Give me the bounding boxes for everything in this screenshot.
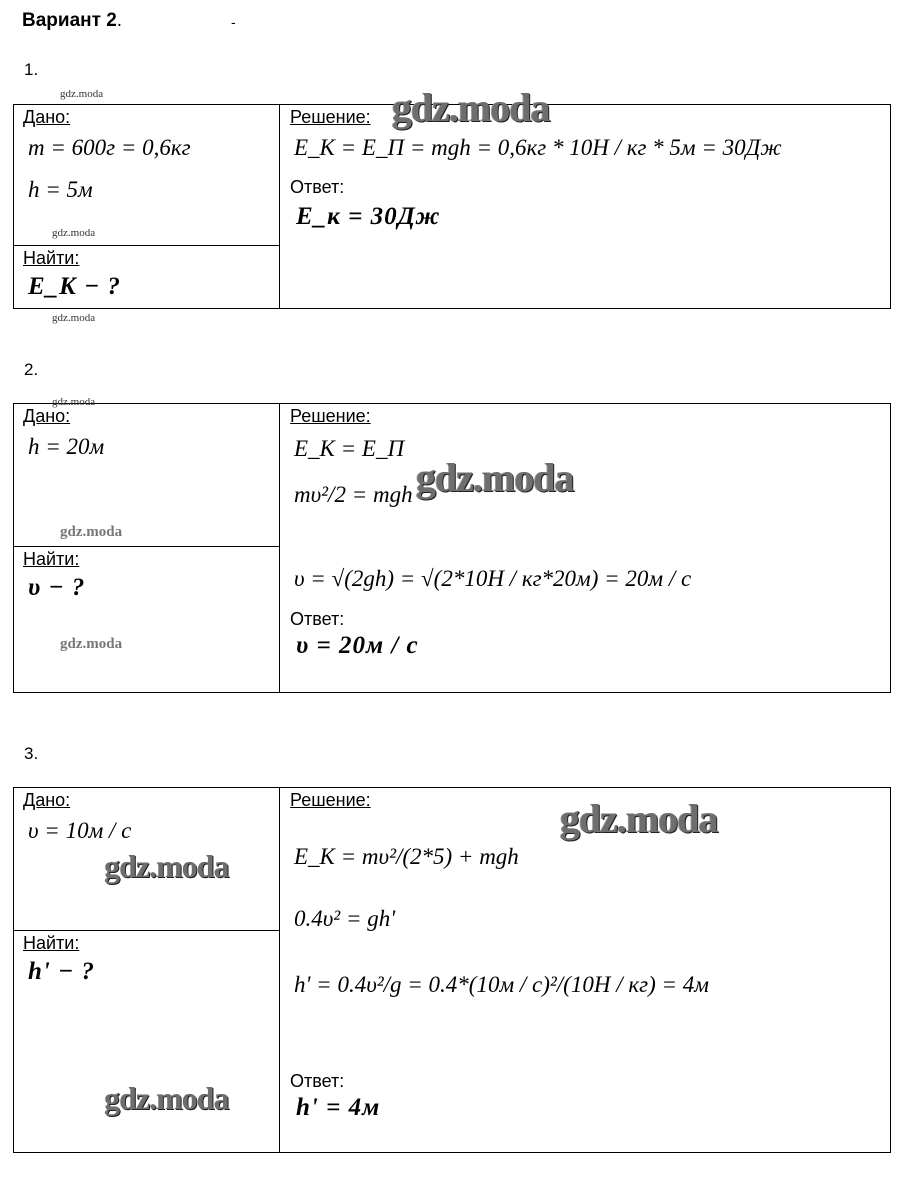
solution-line-2: 0.4υ² = gh' (294, 906, 396, 931)
watermark-small: gdz.moda (52, 396, 96, 408)
watermark-small: gdz.moda (60, 88, 104, 100)
given-height: h = 20м (28, 434, 105, 459)
solution-label: Решение: (290, 406, 371, 426)
find-label: Найти: (23, 549, 80, 569)
given-height: h = 5м (28, 177, 93, 202)
solution-line-1: E_K = E_П (294, 436, 405, 461)
given-velocity: υ = 10м / с (28, 818, 132, 843)
solution-line-3: h' = 0.4υ²/g = 0.4*(10м / с)²/(10Н / кг) = 4м (294, 972, 709, 997)
watermark-large: gdz.moda (392, 85, 550, 130)
solution-label: Решение: (290, 790, 371, 810)
solution-line: E_K = E_П = mgh = 0,6кг * 10Н / кг * 5м = 30Дж (294, 135, 782, 160)
given-mass: m = 600г = 0,6кг (28, 135, 191, 160)
find-value: υ − ? (28, 574, 86, 601)
watermark-small: gdz.moda (60, 524, 123, 540)
answer-label: Ответ: (290, 1071, 345, 1091)
find-label: Найти: (23, 933, 80, 953)
problem-2-number: 2. (24, 360, 39, 379)
watermark-large: gdz.moda (416, 455, 574, 500)
problem-1-table (13, 104, 891, 309)
problem-2-table (13, 403, 891, 693)
column-divider (279, 404, 280, 692)
answer-value: E_к = 30Дж (296, 203, 441, 230)
find-value: h' − ? (28, 958, 95, 985)
answer-value: υ = 20м / с (296, 632, 419, 659)
watermark-large: gdz.moda (560, 796, 718, 841)
problem-3-number: 3. (24, 744, 39, 763)
find-value: E_K − ? (28, 273, 121, 300)
stray-mark: - (231, 14, 236, 30)
page-title: Вариант 2. (22, 10, 123, 31)
watermark-medium: gdz.moda (104, 1080, 229, 1116)
answer-label: Ответ: (290, 177, 345, 197)
column-divider (279, 105, 280, 308)
answer-label: Ответ: (290, 609, 345, 629)
problem-1-number: 1. (24, 60, 39, 79)
watermark-small: gdz.moda (52, 312, 96, 324)
watermark-medium: gdz.moda (104, 848, 229, 884)
row-divider (14, 930, 279, 931)
watermark-small: gdz.moda (52, 227, 96, 239)
given-label: Дано: (23, 406, 71, 426)
given-label: Дано: (23, 107, 71, 127)
solution-line-1: E_K = mυ²/(2*5) + mgh (294, 844, 519, 869)
answer-value: h' = 4м (296, 1094, 381, 1121)
solution-line-2: mυ²/2 = mgh (294, 482, 413, 507)
solution-line-3: υ = √(2gh) = √(2*10Н / кг*20м) = 20м / с (294, 566, 692, 591)
row-divider (14, 245, 279, 246)
watermark-small: gdz.moda (60, 636, 123, 652)
solution-label: Решение: (290, 107, 371, 127)
find-label: Найти: (23, 248, 80, 268)
row-divider (14, 546, 279, 547)
given-label: Дано: (23, 790, 71, 810)
column-divider (279, 788, 280, 1152)
